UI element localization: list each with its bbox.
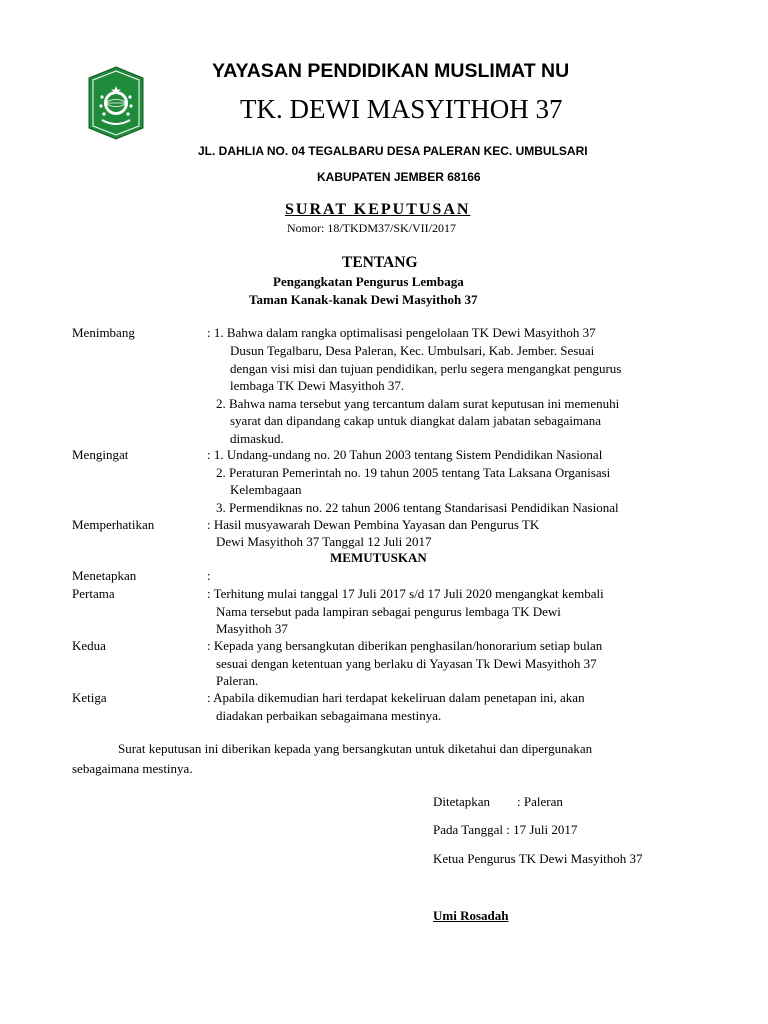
menimbang-line: 2. Bahwa nama tersebut yang tercantum dalam surat keputusan ini memenuhi: [216, 396, 620, 411]
memperhatikan-line: : Hasil musyawarah Dewan Pembina Yayasan dan Pengurus TK: [207, 517, 540, 532]
kedua-line: : Kepada yang bersangkutan diberikan penghasilan/honorarium setiap bulan: [207, 638, 603, 653]
pertama-line: : Terhitung mulai tanggal 17 Juli 2017 s/d 17 Juli 2020 mengangkat kembali: [207, 586, 604, 601]
closing-paragraph-line: Surat keputusan ini diberikan kepada yang bersangkutan untuk diketahui dan dipergunakan: [118, 741, 593, 756]
mengingat-line: 2. Peraturan Pemerintah no. 19 tahun 2005 tentang Tata Laksana Organisasi: [216, 465, 611, 480]
signer-name: Umi Rosadah: [433, 908, 509, 923]
school-name: TK. DEWI MASYITHOH 37: [240, 94, 563, 124]
organization-name: YAYASAN PENDIDIKAN MUSLIMAT NU: [212, 60, 570, 82]
ketiga-line: : Apabila dikemudian hari terdapat kekeliruan dalam penetapan ini, akan: [207, 690, 585, 705]
ketiga-line: diadakan perbaikan sebagaimana mestinya.: [216, 708, 442, 723]
tentang-heading: TENTANG: [342, 254, 418, 271]
mengingat-line: 3. Permendiknas no. 22 tahun 2006 tentang Standarisasi Pendidikan Nasional: [216, 500, 619, 515]
memutuskan-heading: MEMUTUSKAN: [330, 550, 427, 565]
mengingat-line: : 1. Undang-undang no. 20 Tahun 2003 tentang Sistem Pendidikan Nasional: [207, 447, 603, 462]
document-number: Nomor: 18/TKDM37/SK/VII/2017: [287, 221, 456, 235]
kedua-line: sesuai dengan ketentuan yang berlaku di Yayasan Tk Dewi Masyithoh 37: [216, 656, 597, 671]
memperhatikan-label: Memperhatikan: [72, 517, 155, 532]
menimbang-line: lembaga TK Dewi Masyithoh 37.: [230, 378, 405, 393]
organization-logo: [88, 66, 144, 140]
address-line-2: KABUPATEN JEMBER 68166: [317, 170, 481, 184]
menimbang-line: dengan visi misi dan tujuan pendidikan, perlu segera mengangkat pengurus: [230, 361, 622, 376]
pertama-label: Pertama: [72, 586, 115, 601]
menimbang-line: Dusun Tegalbaru, Desa Paleran, Kec. Umbulsari, Kab. Jember. Sesuai: [230, 343, 595, 358]
subject-line-1: Pengangkatan Pengurus Lembaga: [273, 274, 464, 289]
address-line-1: JL. DAHLIA NO. 04 TEGALBARU DESA PALERAN KEC. UMBULSARI: [198, 144, 588, 158]
pertama-line: Nama tersebut pada lampiran sebagai pengurus lembaga TK Dewi: [216, 604, 561, 619]
menimbang-line: : 1. Bahwa dalam rangka optimalisasi pengelolaan TK Dewi Masyithoh 37: [207, 325, 596, 340]
closing-paragraph-line: sebagaimana mestinya.: [72, 761, 193, 776]
mengingat-label: Mengingat: [72, 447, 129, 462]
mengingat-line: Kelembagaan: [230, 482, 302, 497]
ditetapkan-label: Ditetapkan: [433, 794, 491, 809]
signature-date: Pada Tanggal : 17 Juli 2017: [433, 822, 578, 837]
kedua-line: Paleran.: [216, 673, 259, 688]
menetapkan-label: Menetapkan: [72, 568, 137, 583]
document-title: SURAT KEPUTUSAN: [285, 201, 471, 218]
menetapkan-value: :: [207, 568, 211, 583]
menimbang-line: syarat dan dipandang cakap untuk diangkat dalam jabatan sebagaimana: [230, 413, 602, 428]
pertama-line: Masyithoh 37: [216, 621, 288, 636]
menimbang-line: dimaskud.: [230, 431, 284, 446]
subject-line-2: Taman Kanak-kanak Dewi Masyithoh 37: [249, 292, 478, 307]
menimbang-label: Menimbang: [72, 325, 135, 340]
ditetapkan-value: : Paleran: [517, 794, 563, 809]
kedua-label: Kedua: [72, 638, 106, 653]
memperhatikan-line: Dewi Masyithoh 37 Tanggal 12 Juli 2017: [216, 534, 432, 549]
ketiga-label: Ketiga: [72, 690, 107, 705]
signer-position: Ketua Pengurus TK Dewi Masyithoh 37: [433, 851, 643, 866]
